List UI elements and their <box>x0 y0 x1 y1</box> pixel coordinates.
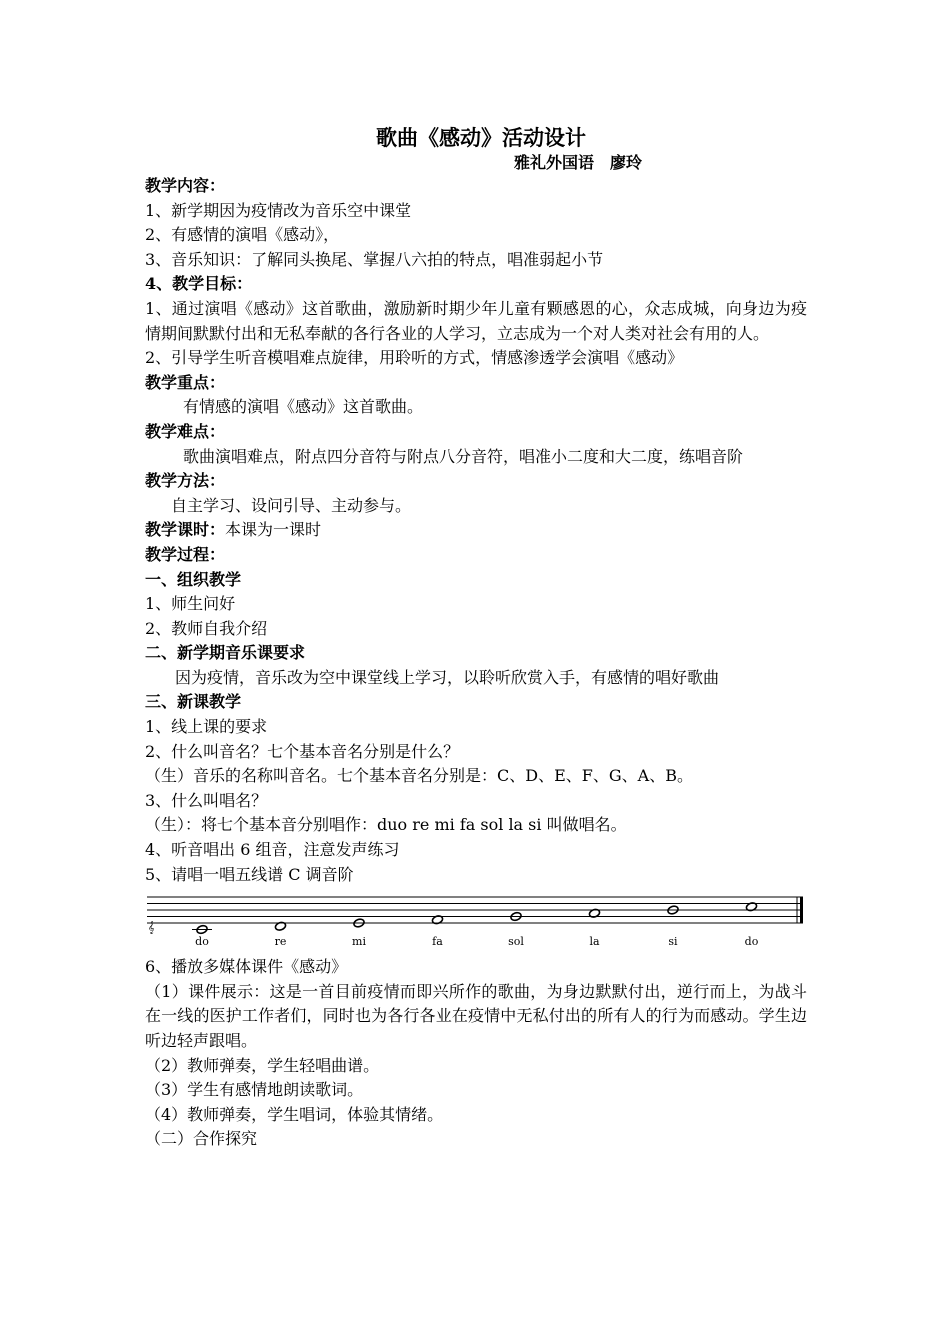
section-heading-content: 教学内容： <box>145 176 226 195</box>
content-item: 1、新学期因为疫情改为音乐空中课堂 <box>145 200 412 220</box>
process-item: 1、线上课的要求 <box>145 717 268 737</box>
hours-line <box>145 518 807 543</box>
document-author: 雅礼外国语 廖玲 <box>513 153 642 172</box>
process-item: （3）学生有感情地朗读歌词。 <box>145 1080 364 1100</box>
section-heading-process: 教学过程： <box>145 544 226 564</box>
process-subheading: （二）合作探究 <box>145 1129 258 1149</box>
c-major-scale-staff <box>145 891 807 953</box>
process-item: 4、听音唱出 6 组音，注意发声练习 <box>145 840 400 860</box>
solfege-label: mi <box>352 935 366 949</box>
section-heading-hours: 教学课时： <box>145 520 226 540</box>
solfege-label: do <box>195 935 209 949</box>
process-item: 2、什么叫音名？七个基本音名分别是什么？ <box>145 741 460 761</box>
process-text: 因为疫情，音乐改为空中课堂线上学习，以聆听欣赏入手，有感情的唱好歌曲 <box>175 667 720 687</box>
solfege-label: fa <box>432 935 443 949</box>
process-text: （1）课件展示：这是一首目前疫情而即兴所作的歌曲，为身边默默付出，逆行而上，为战斗在一线的医护工作者们，同时也为各行各业在疫情中无私付出的所有人的行为而感动。学生边听边轻声跟唱。 <box>145 981 807 1050</box>
process-item: 3、什么叫唱名？ <box>145 790 268 810</box>
process-item: 2、教师自我介绍 <box>145 618 268 638</box>
method-text: 自主学习、设问引导、主动参与。 <box>171 495 412 515</box>
goal-item: 1、通过演唱《感动》这首歌曲，激励新时期少年儿童有颗感恩的心，众志成城，向身边为疫情期间默默付出和无私奉献的各行各业的人学习，立志成为一个对人类对社会有用的人。 <box>145 298 807 343</box>
process-item: 1、师生问好 <box>145 594 236 614</box>
section-heading-method: 教学方法： <box>145 471 226 491</box>
treble-clef-icon: 𝄞 <box>148 921 155 935</box>
key-text: 有情感的演唱《感动》这首歌曲。 <box>183 397 424 417</box>
solfege-label: do <box>744 935 759 949</box>
document-page <box>145 124 807 1152</box>
content-item: 3、音乐知识：了解同头换尾、掌握八六拍的特点，唱准弱起小节 <box>145 249 604 269</box>
process-step-heading: 三、新课教学 <box>145 692 242 712</box>
process-item: 5、请唱一唱五线谱 C 调音阶 <box>145 864 354 884</box>
process-answer: （生）：将七个基本音分别唱作：duo re mi fa sol la si 叫做唱名。 <box>145 815 627 835</box>
solfege-label: sol <box>508 935 524 949</box>
document-title: 歌曲《感动》活动设计 <box>376 125 586 150</box>
process-item: （4）教师弹奏，学生唱词，体验其情绪。 <box>145 1104 444 1124</box>
process-step-heading: 一、组织教学 <box>145 569 242 589</box>
process-item: （2）教师弹奏，学生轻唱曲谱。 <box>145 1055 380 1075</box>
solfege-label: la <box>589 935 600 949</box>
goal-item: 2、引导学生听音模唱难点旋律，用聆听的方式，情感渗透学会演唱《感动》 <box>145 348 684 368</box>
solfege-label: si <box>668 935 678 949</box>
process-step-heading: 二、新学期音乐课要求 <box>145 643 306 663</box>
section-heading-goals: 4、教学目标： <box>145 274 253 294</box>
section-heading-key: 教学重点： <box>145 372 226 392</box>
hours-text: 本课为一课时 <box>225 520 322 540</box>
process-answer: （生）音乐的名称叫音名。七个基本音名分别是：C、D、E、F、G、A、B。 <box>145 766 693 786</box>
content-item: 2、有感情的演唱《感动》， <box>145 225 340 245</box>
solfege-label: re <box>274 935 287 949</box>
process-item: 6、播放多媒体课件《感动》 <box>145 957 348 977</box>
section-heading-difficulty: 教学难点： <box>145 421 226 441</box>
difficulty-text: 歌曲演唱难点，附点四分音符与附点八分音符，唱准小二度和大二度，练唱音阶 <box>183 446 744 466</box>
